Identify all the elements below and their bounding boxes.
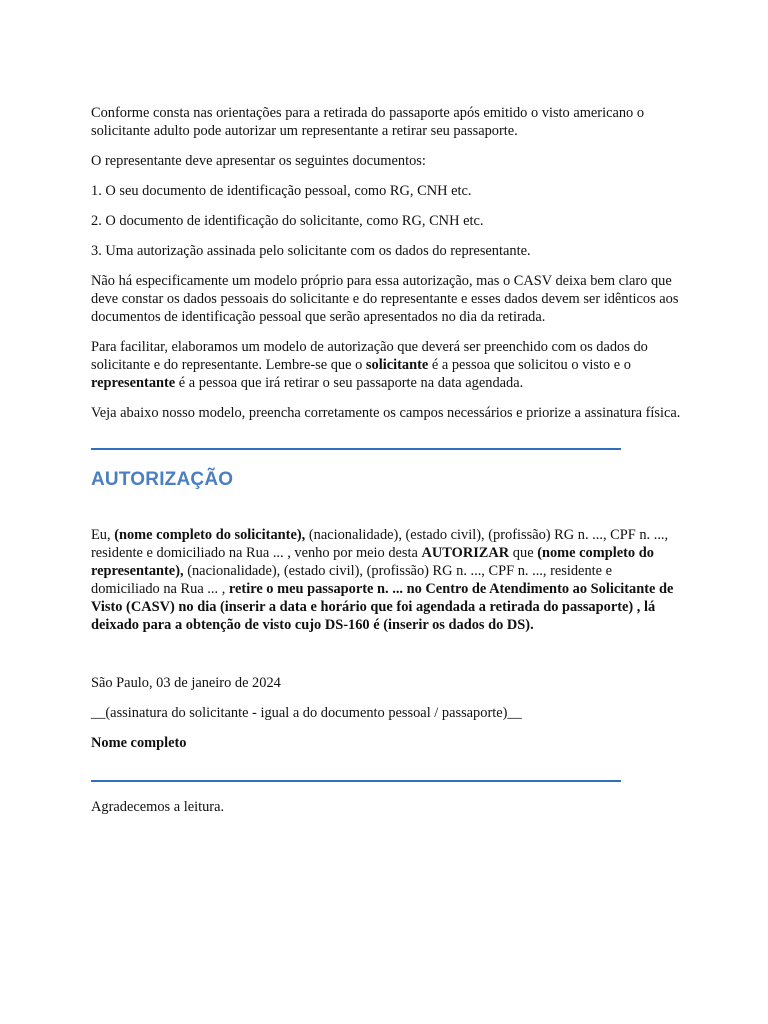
full-name-label [91,734,683,752]
divider-line [91,448,621,450]
document-list-item-1: 1. O seu documento de identificação pessoal, como RG, CNH etc. [91,183,472,199]
bold-solicitante: solicitante [365,357,429,373]
signature-line: __(assinatura do solicitante - igual a do documento pessoal / passaporte)__ [91,705,522,721]
text-run: é a pessoa que irá retirar o seu passaporte na data agendada. [175,375,524,391]
full-name-text: Nome completo [91,735,187,751]
intro-paragraph-5: Veja abaixo nosso modelo, preencha corretamente os campos necessários e priorize a assinatura física. [91,405,681,421]
intro-paragraph-4 [91,338,683,392]
bold-representante: representante [91,375,176,391]
date-line: São Paulo, 03 de janeiro de 2024 [91,675,281,691]
document-page [91,104,683,828]
authorization-body [91,526,683,634]
document-list-item-3: 3. Uma autorização assinada pelo solicitante com os dados do representante. [91,243,531,259]
bold-retirada-passaporte: retire o meu passaporte n. ... no Centro de Atendimento ao Solicitante de Visto (CASV) no dia (inserir a data e horário que foi agendada a retirada do passaporte) , lá deixado para a obtenção de visto cujo DS-160 é (inserir os dados do DS). [91,581,674,633]
bold-nome-representante: (nome completo do representante), [91,545,654,579]
bold-nome-solicitante: (nome completo do solicitante), [114,527,306,543]
text-run: (nacionalidade), (estado civil), (profissão) RG n. ..., CPF n. ..., residente e domiciliado na Rua ... , [91,563,613,597]
text-run: (nacionalidade), (estado civil), (profissão) RG n. ..., CPF n. ..., residente e domiciliado na Rua ... , venho por meio desta [91,527,669,561]
closing-text: Agradecemos a leitura. [91,799,225,815]
intro-paragraph-1: Conforme consta nas orientações para a retirada do passaporte após emitido o visto americano o solicitante adulto pode autorizar um representante a retirar seu passaporte. [91,105,645,139]
text-run: Para facilitar, elaboramos um modelo de autorização que deverá ser preenchido com os dados do solicitante e do representante. Lembre-se que o [91,339,648,373]
text-run: é a pessoa que solicitou o visto e o [428,357,631,373]
intro-paragraph-3: Não há especificamente um modelo próprio para essa autorização, mas o CASV deixa bem claro que deve constar os dados pessoais do solicitante e do representante e esses dados devem ser idênticos aos documentos de identificação pessoal que serão apresentados no dia da retirada. [91,273,679,325]
text-run: que [509,545,538,561]
authorization-heading: AUTORIZAÇÃO [91,469,234,490]
text-run: Eu, [91,527,115,543]
intro-paragraph-2: O representante deve apresentar os seguintes documentos: [91,153,426,169]
document-list-item-2: 2. O documento de identificação do solicitante, como RG, CNH etc. [91,213,484,229]
bold-autorizar: AUTORIZAR [421,545,510,561]
divider-line [91,780,621,782]
